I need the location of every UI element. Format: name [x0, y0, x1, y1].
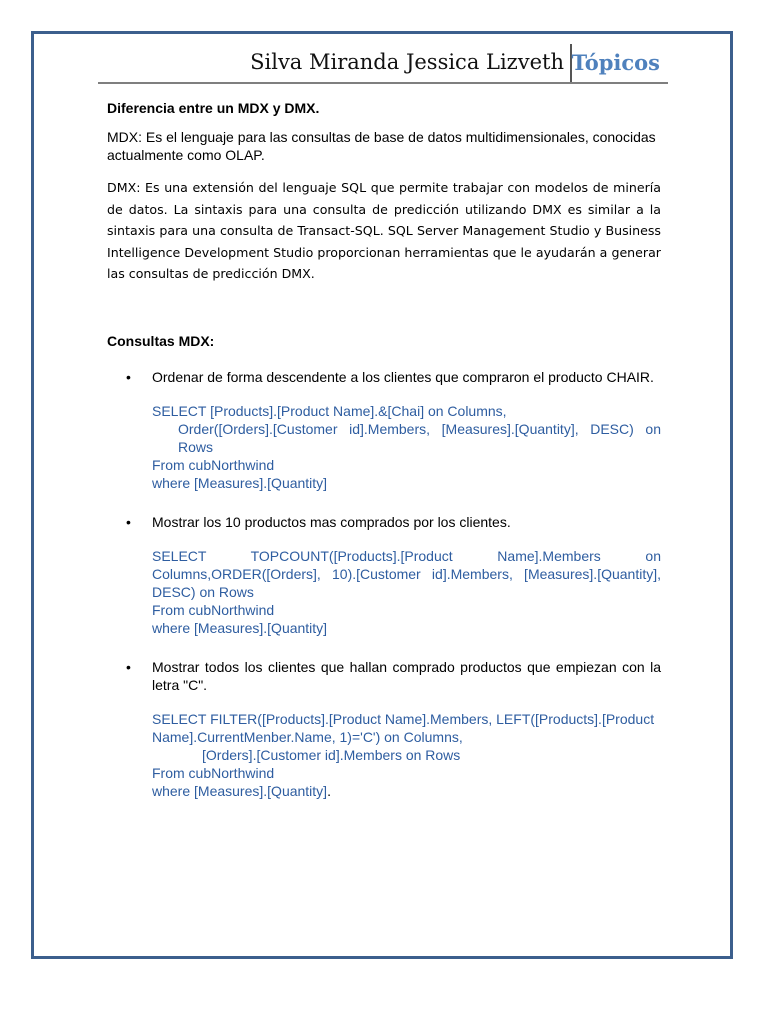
header-topic: Tópicos [571, 50, 660, 75]
code-line: Order([Orders].[Customer id].Members, [Measures].[Quantity], DESC) on Rows [178, 420, 661, 455]
code-line: SELECT FILTER([Products].[Product Name].Members, LEFT([Products].[Product Name].CurrentMenber.Name, 1)='C') on Columns, [152, 710, 655, 745]
code-line: From cubNorthwind [152, 457, 275, 474]
code-block [107, 547, 661, 638]
code-line: where [Measures].[Quantity] [152, 475, 328, 492]
code-line: From cubNorthwind [152, 765, 275, 782]
list-item: • Ordenar de forma descendente a los clientes que compraron el producto CHAIR. [107, 368, 661, 386]
mdx-definition: MDX: Es el lenguaje para las consultas de base de datos multidimensionales, conocidas actualmente como OLAP. [107, 129, 656, 163]
code-block [107, 402, 661, 493]
code-block [107, 710, 661, 801]
code-line: where [Measures].[Quantity] [152, 620, 328, 637]
section-title-difference: Diferencia entre un MDX y DMX. [107, 100, 320, 116]
code-line-last [152, 782, 661, 800]
code-line: [Orders].[Customer id].Members on Rows [202, 746, 461, 763]
list-item: • Mostrar todos los clientes que hallan comprado productos que empiezan con la letra "C". [107, 658, 661, 694]
header-author: Silva Miranda Jessica Lizveth [250, 50, 564, 74]
trailing-period: . [327, 783, 331, 800]
code-line: SELECT TOPCOUNT([Products].[Product Name].Members on Columns,ORDER([Orders], 10).[Customer id].Members, [Measures].[Quantity], DESC) on Rows [152, 547, 661, 600]
dmx-definition: DMX: Es una extensión del lenguaje SQL que permite trabajar con modelos de minería de datos. La sintaxis para una consulta de predicción utilizando DMX es similar a la sintaxis para una consulta de Transact-SQL. SQL Server Management Studio y Business Intelligence Development Studio proporcionan herramientas que le ayudarán a generar las consultas de predicción DMX. [107, 180, 661, 281]
page-header [98, 44, 668, 84]
code-text: where [Measures].[Quantity] [152, 783, 328, 800]
code-line: SELECT [Products].[Product Name].&[Chai] on Columns, [152, 402, 507, 419]
list-item: • Mostrar los 10 productos mas comprados por los clientes. [107, 513, 661, 531]
section-title-queries: Consultas MDX: [107, 332, 215, 349]
code-line: From cubNorthwind [152, 602, 275, 619]
document-body [107, 98, 661, 801]
